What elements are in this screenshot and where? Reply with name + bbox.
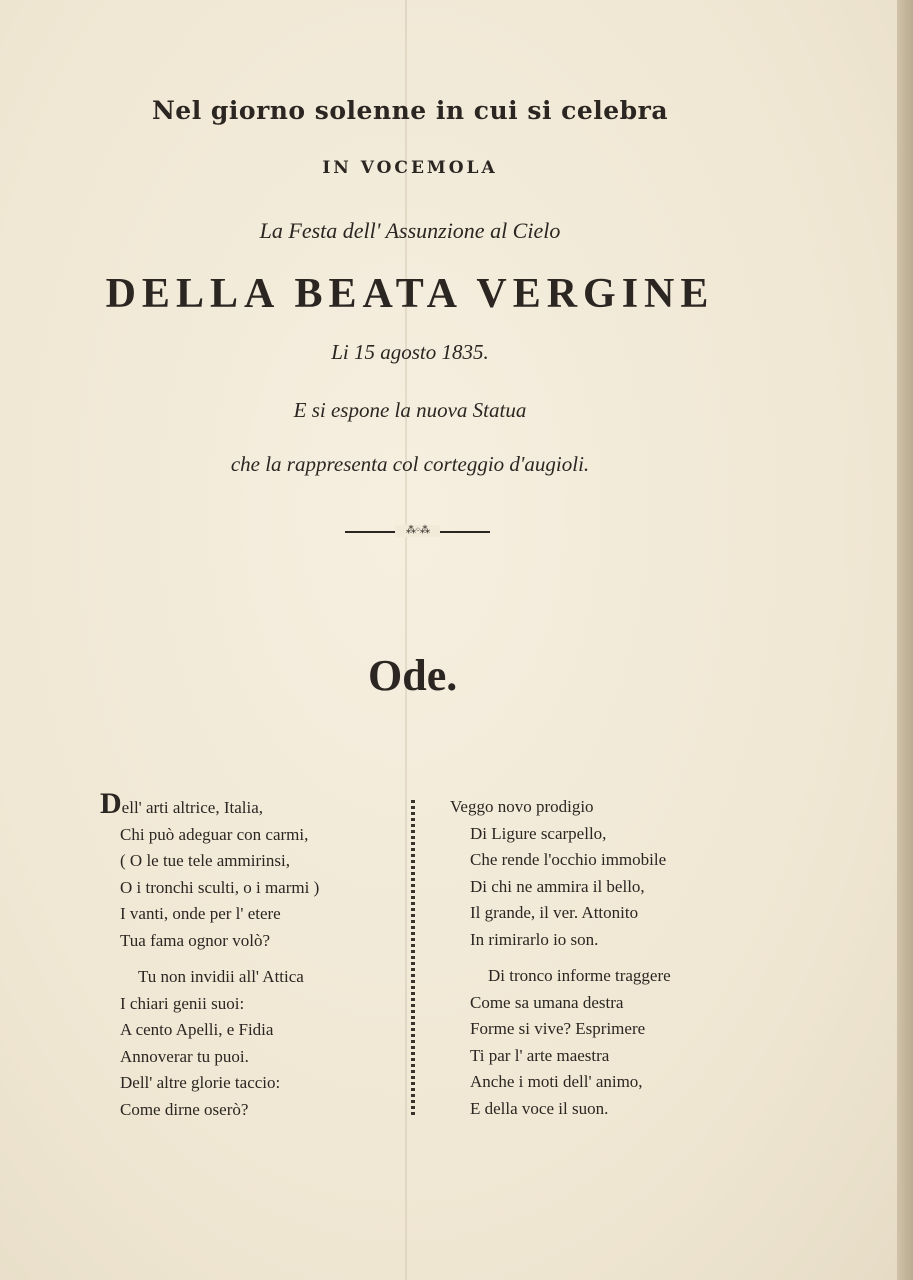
drop-cap: D xyxy=(100,787,122,820)
heading-main-title: DELLA BEATA VERGINE xyxy=(105,271,715,317)
verse-line: Che rende l'occhio immobile xyxy=(470,850,667,869)
poem-left-column xyxy=(100,787,320,1123)
verse-line: A cento Apelli, e Fidia xyxy=(120,1020,274,1039)
verse-line: Di tronco informe traggere xyxy=(488,966,671,985)
verse-line: Forme si vive? Esprimere xyxy=(470,1019,646,1038)
poem-title: Ode. xyxy=(368,651,458,700)
verse-line: Annoverar tu puoi. xyxy=(120,1046,249,1066)
verse-line: Chi può adeguar con carmi, xyxy=(120,824,309,844)
verse-line: Come sa umana destra xyxy=(470,992,624,1012)
poem-right-column xyxy=(450,794,671,1122)
verse-line: O i tronchi sculti, o i marmi ) xyxy=(120,877,320,897)
verse-line: Dell' altre glorie taccio: xyxy=(120,1073,281,1092)
heading-location: IN VOCEMOLA xyxy=(322,158,498,178)
verse-line: E della voce il suon. xyxy=(470,1098,609,1118)
verse-line: Dell' arti altrice, Italia, xyxy=(100,787,264,820)
verse-line: I chiari genii suoi: xyxy=(120,993,245,1013)
verse-line: In rimirarlo io son. xyxy=(470,929,599,949)
heading-statue: E si espone la nuova Statua xyxy=(293,398,527,422)
heading-date: Li 15 agosto 1835. xyxy=(331,340,489,364)
verse-line: Di Ligure scarpello, xyxy=(470,823,607,843)
verse-line: Ti par l' arte maestra xyxy=(470,1045,610,1065)
verse-line: Come dirne oserò? xyxy=(120,1099,249,1119)
page-edge xyxy=(897,0,913,1280)
verse-line: Veggo novo prodigio xyxy=(450,797,594,816)
verse-line: Tua fama ognor volò? xyxy=(120,930,270,950)
heading-cortege: che la rappresenta col corteggio d'augioli. xyxy=(230,452,590,476)
column-divider-ornament xyxy=(411,800,415,1118)
heading-line-1: Nel giorno solenne in cui si celebra xyxy=(151,96,669,125)
verse-line: I vanti, onde per l' etere xyxy=(120,904,281,923)
page-fold xyxy=(405,0,407,1280)
ornament-glyph: ⁂◦⁂ xyxy=(395,525,440,537)
ornament-rule xyxy=(345,525,490,536)
verse-line: Il grande, il ver. Attonito xyxy=(470,903,639,922)
verse-line: ( O le tue tele ammirinsi, xyxy=(120,851,290,870)
verse-line: Tu non invidii all' Attica xyxy=(138,967,304,986)
verse-line: Di chi ne ammira il bello, xyxy=(470,876,645,896)
heading-feast: La Festa dell' Assunzione al Cielo xyxy=(259,218,561,243)
verse-line: Anche i moti dell' animo, xyxy=(470,1072,643,1091)
